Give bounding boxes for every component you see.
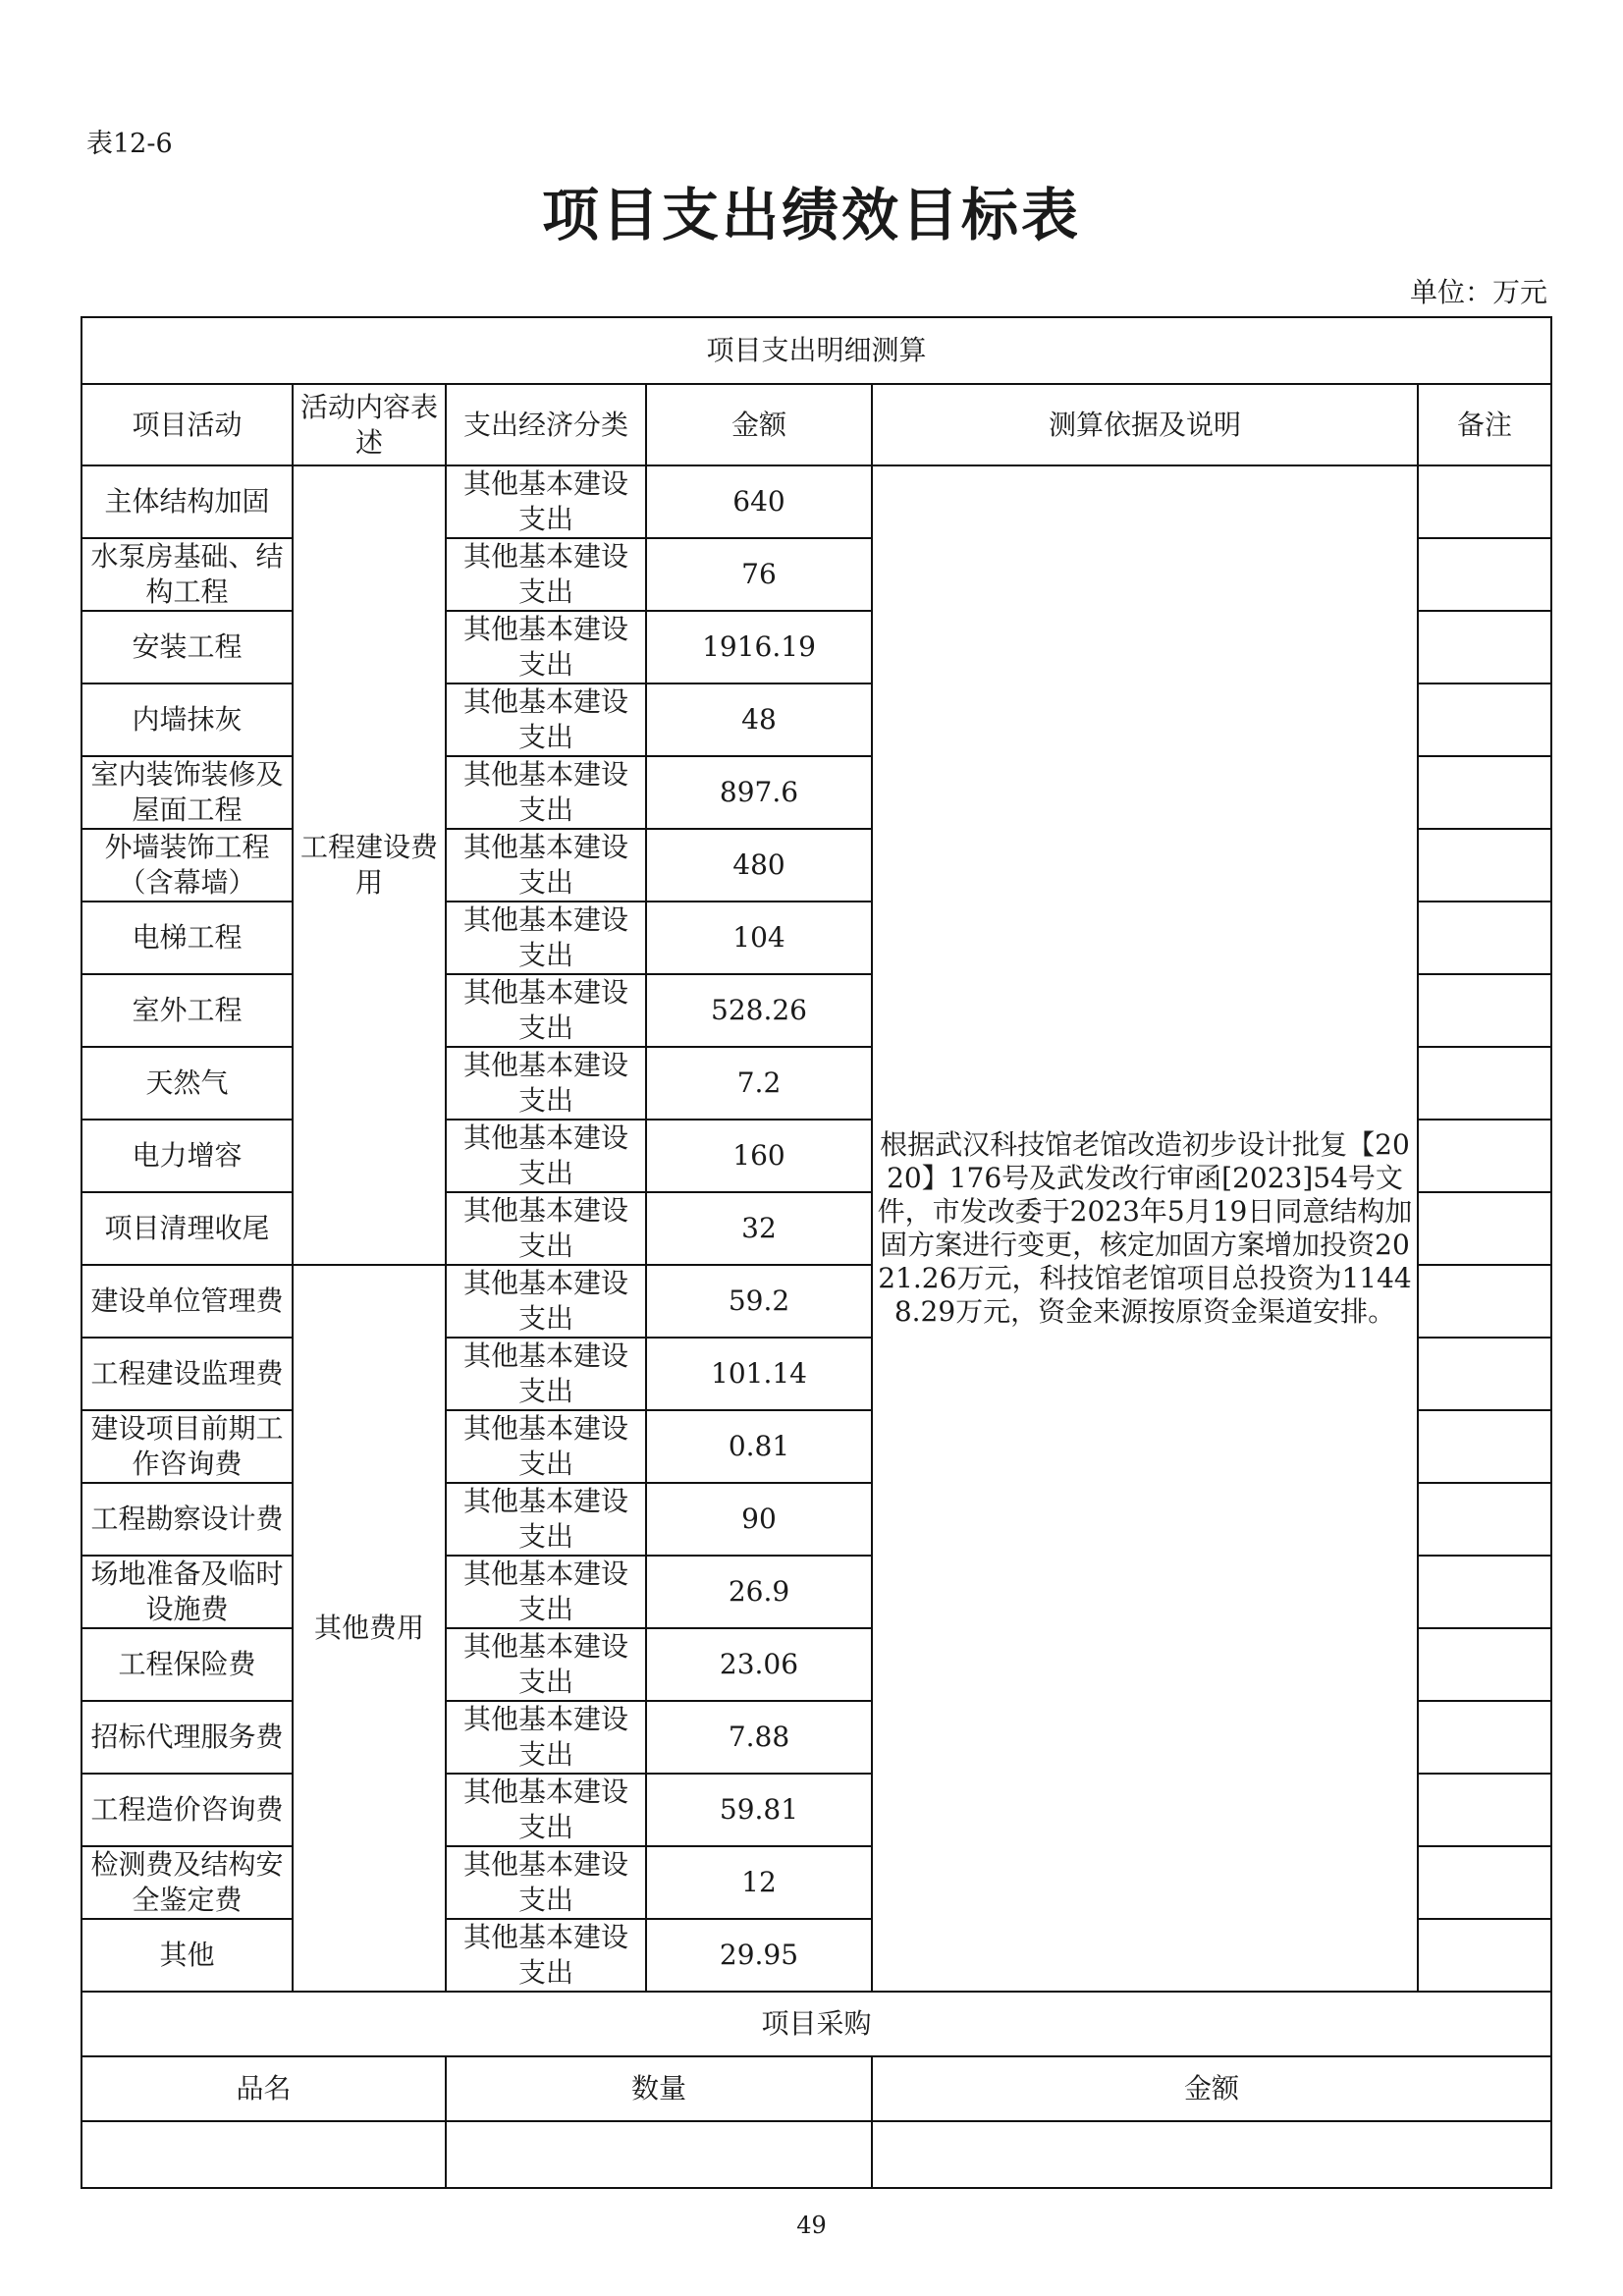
amount-cell: 104 xyxy=(646,902,872,974)
amount-cell: 0.81 xyxy=(646,1410,872,1483)
category-cell: 其他基本建设支出 xyxy=(446,829,646,902)
activity-cell: 工程建设监理费 xyxy=(81,1338,293,1410)
remark-cell xyxy=(1418,1192,1551,1265)
amount-cell: 640 xyxy=(646,465,872,538)
activity-cell: 项目清理收尾 xyxy=(81,1192,293,1265)
category-cell: 其他基本建设支出 xyxy=(446,611,646,683)
category-cell: 其他基本建设支出 xyxy=(446,1047,646,1120)
amount-cell: 897.6 xyxy=(646,756,872,829)
procurement-header-name: 品名 xyxy=(81,2056,446,2121)
category-cell: 其他基本建设支出 xyxy=(446,683,646,756)
procurement-empty-cell xyxy=(872,2121,1551,2188)
performance-table xyxy=(81,316,1552,2189)
category-cell: 其他基本建设支出 xyxy=(446,756,646,829)
activity-cell: 室外工程 xyxy=(81,974,293,1047)
group-cell: 工程建设费用 xyxy=(293,465,446,1265)
detail-header-row xyxy=(81,384,1551,465)
detail-section-title: 项目支出明细测算 xyxy=(81,317,1551,384)
remark-cell xyxy=(1418,683,1551,756)
category-cell: 其他基本建设支出 xyxy=(446,1483,646,1556)
activity-cell: 其他 xyxy=(81,1919,293,1992)
header-category: 支出经济分类 xyxy=(446,384,646,465)
remark-cell xyxy=(1418,974,1551,1047)
amount-cell: 26.9 xyxy=(646,1556,872,1628)
activity-cell: 工程保险费 xyxy=(81,1628,293,1701)
amount-cell: 90 xyxy=(646,1483,872,1556)
remark-cell xyxy=(1418,1846,1551,1919)
activity-cell: 天然气 xyxy=(81,1047,293,1120)
remark-cell xyxy=(1418,465,1551,538)
table-row xyxy=(81,465,1551,538)
activity-cell: 主体结构加固 xyxy=(81,465,293,538)
category-cell: 其他基本建设支出 xyxy=(446,1701,646,1774)
amount-cell: 12 xyxy=(646,1846,872,1919)
remark-cell xyxy=(1418,1120,1551,1192)
activity-cell: 外墙装饰工程（含幕墙） xyxy=(81,829,293,902)
category-cell: 其他基本建设支出 xyxy=(446,1265,646,1338)
amount-cell: 7.88 xyxy=(646,1701,872,1774)
page-number: 49 xyxy=(796,2212,827,2239)
activity-cell: 安装工程 xyxy=(81,611,293,683)
remark-cell xyxy=(1418,1410,1551,1483)
group-cell: 其他费用 xyxy=(293,1265,446,1992)
activity-cell: 电力增容 xyxy=(81,1120,293,1192)
category-cell: 其他基本建设支出 xyxy=(446,1192,646,1265)
procurement-header-quantity: 数量 xyxy=(446,2056,872,2121)
activity-cell: 电梯工程 xyxy=(81,902,293,974)
activity-cell: 工程造价咨询费 xyxy=(81,1774,293,1846)
amount-cell: 1916.19 xyxy=(646,611,872,683)
remark-cell xyxy=(1418,538,1551,611)
category-cell: 其他基本建设支出 xyxy=(446,1628,646,1701)
procurement-empty-cell xyxy=(446,2121,872,2188)
activity-cell: 检测费及结构安全鉴定费 xyxy=(81,1846,293,1919)
header-content: 活动内容表述 xyxy=(293,384,446,465)
remark-cell xyxy=(1418,902,1551,974)
activity-cell: 建设项目前期工作咨询费 xyxy=(81,1410,293,1483)
category-cell: 其他基本建设支出 xyxy=(446,1846,646,1919)
category-cell: 其他基本建设支出 xyxy=(446,1556,646,1628)
category-cell: 其他基本建设支出 xyxy=(446,1410,646,1483)
amount-cell: 59.81 xyxy=(646,1774,872,1846)
remark-cell xyxy=(1418,611,1551,683)
remark-cell xyxy=(1418,829,1551,902)
unit-label: 单位：万元 xyxy=(1409,276,1547,308)
remark-cell xyxy=(1418,1265,1551,1338)
header-basis: 测算依据及说明 xyxy=(872,384,1418,465)
activity-cell: 招标代理服务费 xyxy=(81,1701,293,1774)
page-title: 项目支出绩效目标表 xyxy=(541,182,1081,248)
category-cell: 其他基本建设支出 xyxy=(446,465,646,538)
remark-cell xyxy=(1418,756,1551,829)
procurement-header-amount: 金额 xyxy=(872,2056,1551,2121)
procurement-empty-row xyxy=(81,2121,1551,2188)
basis-description: 根据武汉科技馆老馆改造初步设计批复【2020】176号及武发改行审函[2023]54号文件，市发改委于2023年5月19日同意结构加固方案进行变更，核定加固方案增加投资2021.26万元，科技馆老馆项目总投资为11448.29万元，资金来源按原资金渠道安排。 xyxy=(872,465,1418,1992)
procurement-empty-cell xyxy=(81,2121,446,2188)
amount-cell: 29.95 xyxy=(646,1919,872,1992)
procurement-header-row xyxy=(81,2056,1551,2121)
amount-cell: 528.26 xyxy=(646,974,872,1047)
amount-cell: 48 xyxy=(646,683,872,756)
amount-cell: 23.06 xyxy=(646,1628,872,1701)
category-cell: 其他基本建设支出 xyxy=(446,538,646,611)
header-amount: 金额 xyxy=(646,384,872,465)
remark-cell xyxy=(1418,1047,1551,1120)
procurement-section-title: 项目采购 xyxy=(81,1992,1551,2056)
amount-cell: 101.14 xyxy=(646,1338,872,1410)
category-cell: 其他基本建设支出 xyxy=(446,1919,646,1992)
amount-cell: 7.2 xyxy=(646,1047,872,1120)
activity-cell: 建设单位管理费 xyxy=(81,1265,293,1338)
activity-cell: 室内装饰装修及屋面工程 xyxy=(81,756,293,829)
amount-cell: 160 xyxy=(646,1120,872,1192)
remark-cell xyxy=(1418,1483,1551,1556)
amount-cell: 76 xyxy=(646,538,872,611)
category-cell: 其他基本建设支出 xyxy=(446,974,646,1047)
header-remark: 备注 xyxy=(1418,384,1551,465)
remark-cell xyxy=(1418,1701,1551,1774)
remark-cell xyxy=(1418,1628,1551,1701)
category-cell: 其他基本建设支出 xyxy=(446,1120,646,1192)
remark-cell xyxy=(1418,1919,1551,1992)
category-cell: 其他基本建设支出 xyxy=(446,1338,646,1410)
category-cell: 其他基本建设支出 xyxy=(446,1774,646,1846)
category-cell: 其他基本建设支出 xyxy=(446,902,646,974)
activity-cell: 水泵房基础、结构工程 xyxy=(81,538,293,611)
remark-cell xyxy=(1418,1774,1551,1846)
remark-cell xyxy=(1418,1338,1551,1410)
amount-cell: 32 xyxy=(646,1192,872,1265)
amount-cell: 59.2 xyxy=(646,1265,872,1338)
table-number: 表12-6 xyxy=(86,129,173,159)
amount-cell: 480 xyxy=(646,829,872,902)
remark-cell xyxy=(1418,1556,1551,1628)
header-activity: 项目活动 xyxy=(81,384,293,465)
activity-cell: 场地准备及临时设施费 xyxy=(81,1556,293,1628)
activity-cell: 内墙抹灰 xyxy=(81,683,293,756)
activity-cell: 工程勘察设计费 xyxy=(81,1483,293,1556)
